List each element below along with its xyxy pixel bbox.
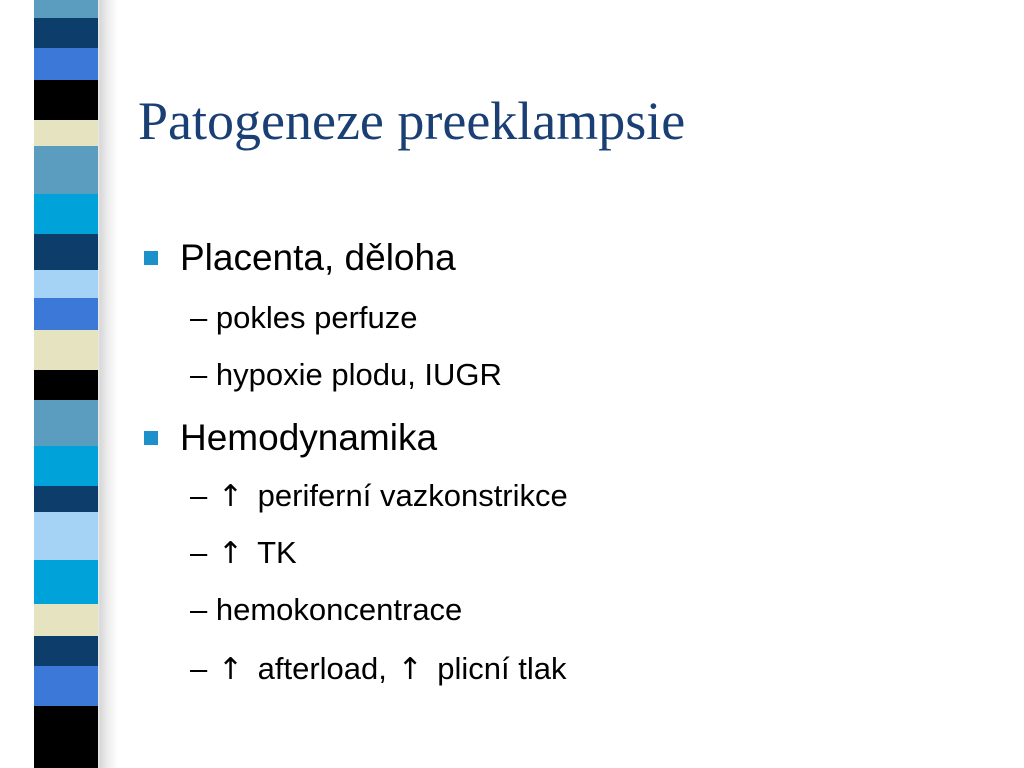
stripe bbox=[34, 666, 98, 706]
stripe bbox=[34, 18, 98, 48]
bullet-label: Hemodynamika bbox=[180, 417, 438, 458]
stripe bbox=[34, 512, 98, 560]
stripe bbox=[34, 486, 98, 512]
stripe bbox=[34, 706, 98, 768]
subitem-afterload bbox=[190, 650, 567, 689]
bullet-label: Placenta, děloha bbox=[180, 237, 456, 278]
stripe bbox=[34, 604, 98, 636]
subitem-text: periferní vazkonstrikce bbox=[257, 478, 568, 513]
stripe bbox=[34, 80, 98, 120]
subitem-pokles-perfuze bbox=[190, 299, 418, 337]
stripe bbox=[34, 146, 98, 194]
dash: – bbox=[190, 357, 208, 392]
stripe bbox=[34, 270, 98, 298]
dash: – bbox=[190, 535, 208, 570]
stripe bbox=[34, 234, 98, 270]
subitem-hypoxie bbox=[190, 356, 502, 394]
decorative-stripe-column bbox=[34, 0, 98, 768]
subitem-text: hypoxie plodu, IUGR bbox=[215, 357, 502, 392]
subitem-text: pokles perfuze bbox=[215, 300, 418, 335]
square-bullet-icon bbox=[144, 431, 158, 445]
subitem-text: TK bbox=[257, 535, 297, 570]
stripe bbox=[34, 48, 98, 80]
dash: – bbox=[190, 300, 208, 335]
subitem-tk bbox=[190, 534, 297, 573]
stripe bbox=[34, 194, 98, 234]
stripe bbox=[34, 298, 98, 330]
subitem-text-2: plicní tlak bbox=[437, 651, 567, 686]
subitem-vazkonstrikce bbox=[190, 477, 568, 516]
stripe bbox=[34, 120, 98, 146]
up-arrow-icon: ↑ bbox=[217, 479, 244, 514]
stripe bbox=[34, 0, 98, 18]
up-arrow-icon: ↑ bbox=[217, 652, 244, 687]
up-arrow-icon: ↑ bbox=[397, 652, 423, 687]
stripe bbox=[34, 400, 98, 446]
slide-title: Patogeneze preeklampsie bbox=[138, 91, 686, 151]
stripe bbox=[34, 446, 98, 486]
square-bullet-icon bbox=[144, 251, 158, 265]
dash: – bbox=[190, 651, 208, 686]
stripe bbox=[34, 370, 98, 400]
subitem-text: hemokoncentrace bbox=[215, 592, 463, 627]
up-arrow-icon: ↑ bbox=[217, 536, 244, 571]
subitem-text: afterload, bbox=[257, 651, 387, 686]
stripe bbox=[34, 330, 98, 370]
dash: – bbox=[190, 592, 208, 627]
stripe bbox=[34, 560, 98, 604]
stripe bbox=[34, 636, 98, 666]
subitem-hemokoncentrace bbox=[190, 591, 462, 629]
dash: – bbox=[190, 478, 208, 513]
